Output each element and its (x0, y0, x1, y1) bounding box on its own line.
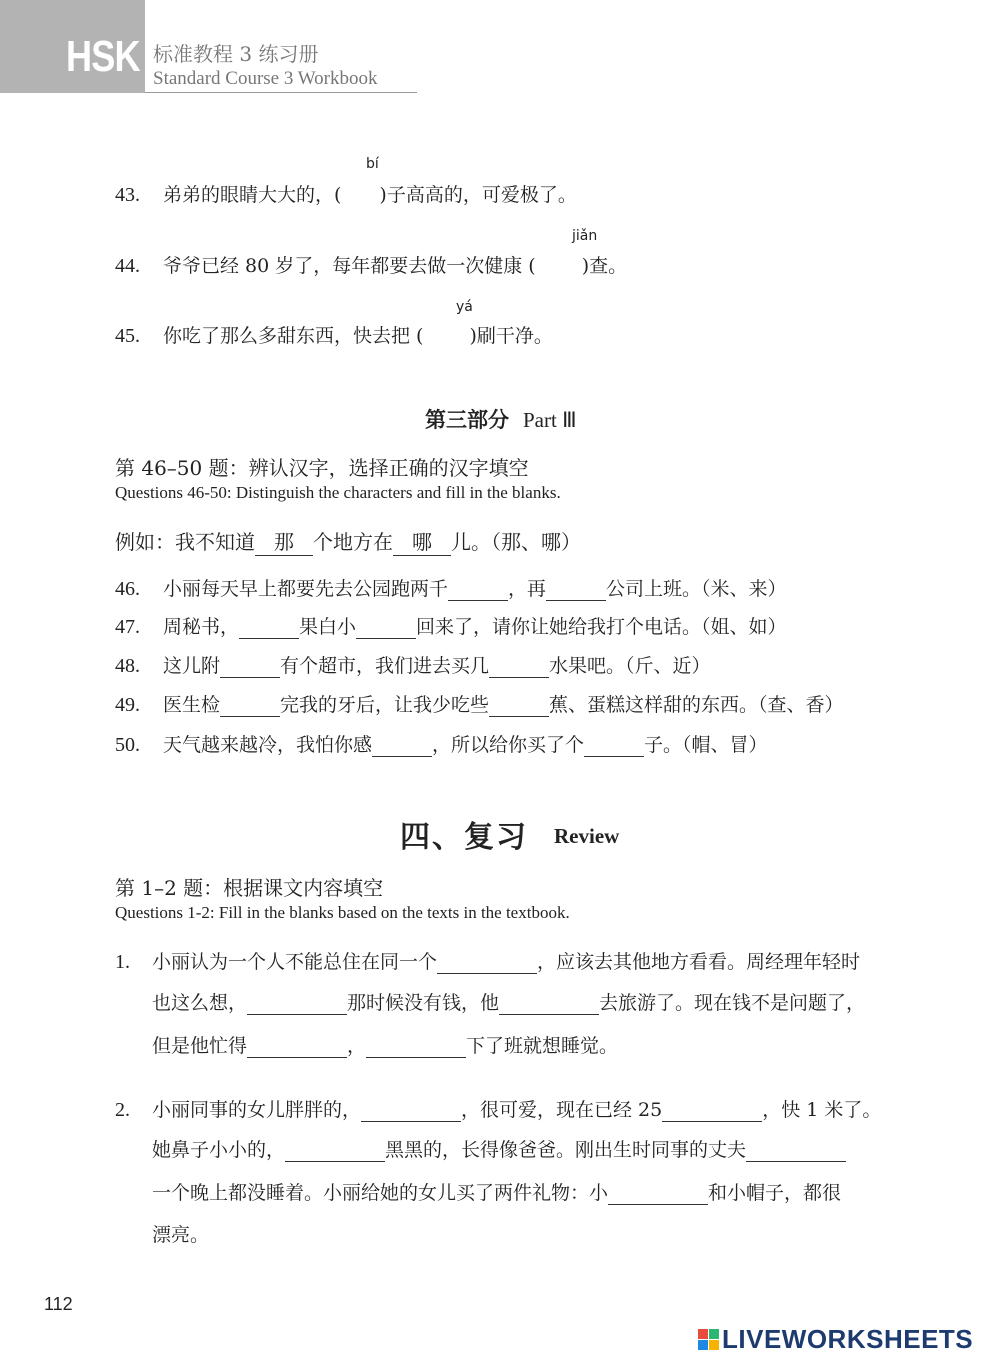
review-question-2-line-1: 2. 小丽同事的女儿胖胖的， ，很可爱，现在已经 25 ，快 1 米了。 (115, 1099, 882, 1121)
part3-instruction-en: Questions 46-50: Distinguish the characters and fill in the blanks. (115, 483, 561, 502)
review-heading: 四、复习 Review (400, 820, 620, 855)
example-sentence: 例如：我不知道 那 个地方在 哪 儿。（那、哪） (115, 526, 581, 556)
question-number: 45. (115, 325, 140, 347)
example-answer: 哪 (393, 526, 451, 556)
page-number: 112 (44, 1294, 73, 1314)
fill-blank[interactable] (608, 1182, 708, 1205)
example-answer: 那 (255, 526, 313, 556)
question-47: 47. 周秘书， 果白小 回来了，请你让她给我打个电话。（姐、如） (115, 616, 787, 638)
fill-blank[interactable] (746, 1139, 846, 1162)
fill-blank[interactable] (220, 655, 280, 678)
question-number: 2. (115, 1099, 130, 1121)
question-number: 43. (115, 184, 140, 206)
question-number: 46. (115, 578, 140, 600)
question-46: 46. 小丽每天早上都要先去公园跑两千 ，再 公司上班。（米、来） (115, 578, 787, 600)
liveworksheets-icon (698, 1329, 720, 1351)
fill-blank[interactable] (366, 1035, 466, 1058)
review-instruction-zh: 第 1–2 题：根据课文内容填空 (115, 876, 384, 900)
fill-blank[interactable] (499, 992, 599, 1015)
part3-heading: 第三部分 Part Ⅲ (425, 407, 577, 432)
fill-blank[interactable] (361, 1099, 461, 1122)
question-49: 49. 医生检 完我的牙后，让我少吃些 蕉、蛋糕这样甜的东西。（查、香） (115, 694, 844, 716)
question-number: 1. (115, 951, 130, 973)
question-number: 50. (115, 734, 140, 756)
question-44: 44. 爷爷已经 80 岁了，每年都要去做一次健康 ( )查。 (115, 255, 628, 277)
review-question-1-line-2: 也这么想， 那时候没有钱，他 去旅游了。现在钱不是问题了， (152, 992, 866, 1014)
review-question-1-line-3: 但是他忙得 ， 下了班就想睡觉。 (152, 1035, 619, 1057)
fill-blank[interactable] (546, 578, 606, 601)
book-title-zh: 标准教程 3 练习册 (153, 42, 319, 66)
fill-blank[interactable] (489, 694, 549, 717)
fill-blank[interactable] (285, 1139, 385, 1162)
fill-blank[interactable] (448, 578, 508, 601)
question-number: 47. (115, 616, 140, 638)
fill-blank[interactable] (662, 1099, 762, 1122)
review-question-1-line-1: 1. 小丽认为一个人不能总住在同一个 ，应该去其他地方看看。周经理年轻时 (115, 951, 861, 973)
part3-instruction-zh: 第 46–50 题：辨认汉字，选择正确的汉字填空 (115, 456, 529, 480)
fill-blank[interactable] (247, 992, 347, 1015)
liveworksheets-watermark[interactable]: LIVEWORKSHEETS (698, 1324, 973, 1355)
fill-blank[interactable] (437, 951, 537, 974)
pinyin-hint: jiǎn (572, 228, 598, 244)
question-number: 44. (115, 255, 140, 277)
review-question-2-line-4: 漂亮。 (152, 1224, 210, 1246)
question-number: 48. (115, 655, 140, 677)
review-question-2-line-2: 她鼻子小小的， 黑黑的，长得像爸爸。刚出生时同事的丈夫 (152, 1135, 846, 1162)
fill-blank[interactable] (239, 616, 299, 639)
question-50: 50. 天气越来越冷，我怕你感 ，所以给你买了个 子。（帽、冒） (115, 734, 768, 756)
question-43: 43. 弟弟的眼睛大大的，( )子高高的，可爱极了。 (115, 184, 577, 206)
review-question-2-line-3: 一个晚上都没睡着。小丽给她的女儿买了两件礼物：小 和小帽子，都很 (152, 1182, 842, 1204)
book-title-en: Standard Course 3 Workbook (153, 68, 378, 89)
pinyin-hint: bí (366, 156, 379, 172)
question-number: 49. (115, 694, 140, 716)
fill-blank[interactable] (584, 734, 644, 757)
pinyin-hint: yá (456, 299, 473, 315)
fill-blank[interactable] (489, 655, 549, 678)
hsk-logo: HSK (66, 32, 140, 81)
fill-blank[interactable] (356, 616, 416, 639)
fill-blank[interactable] (247, 1035, 347, 1058)
question-45: 45. 你吃了那么多甜东西，快去把 ( )刷干净。 (115, 325, 553, 347)
fill-blank[interactable] (220, 694, 280, 717)
fill-blank[interactable] (372, 734, 432, 757)
review-instruction-en: Questions 1-2: Fill in the blanks based on the texts in the textbook. (115, 903, 570, 922)
question-48: 48. 这儿附 有个超市，我们进去买几 水果吧。（斤、近） (115, 655, 711, 677)
header-rule (145, 92, 417, 93)
